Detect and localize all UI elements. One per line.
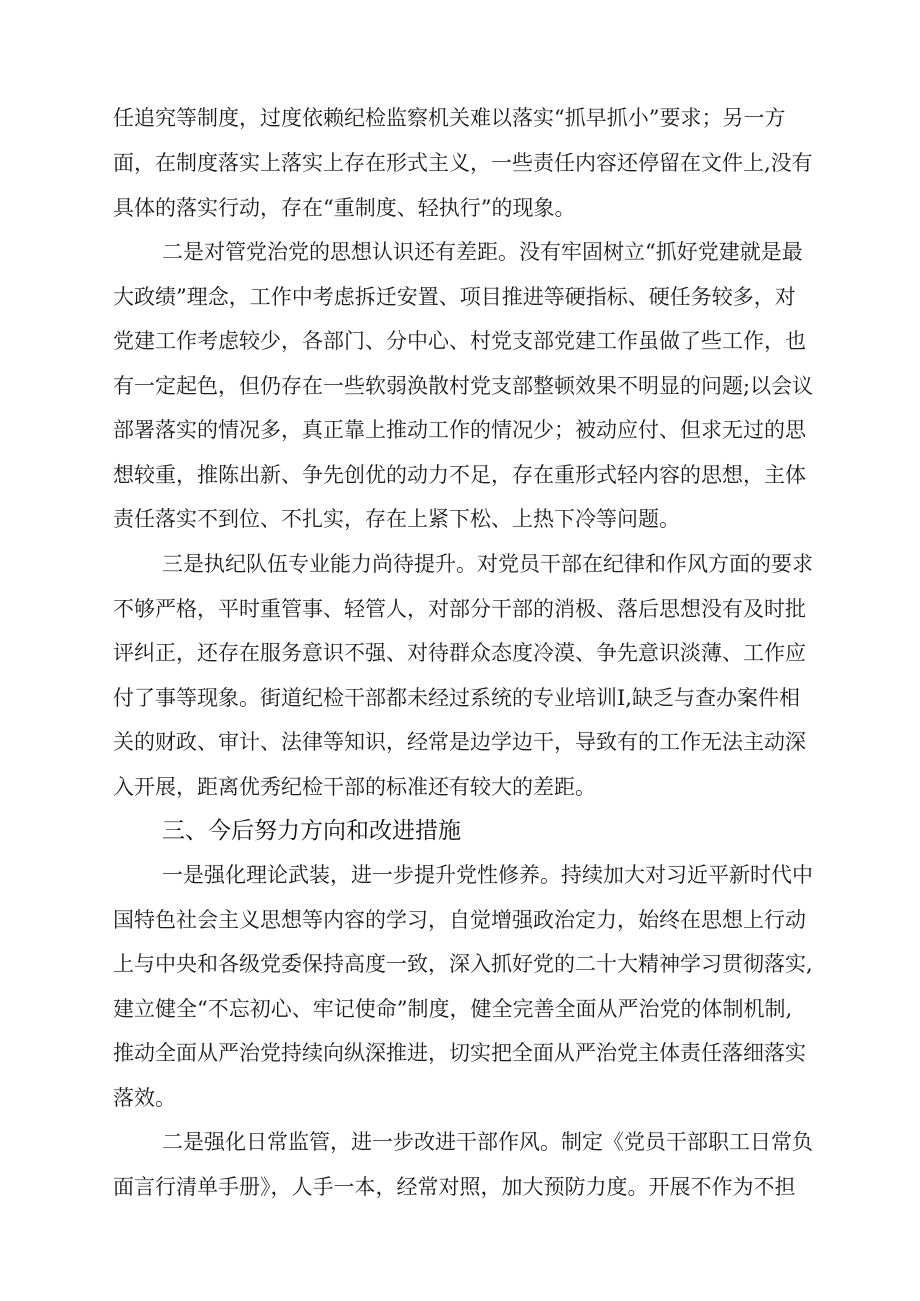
paragraph-5-line-2: 面言行清单手册》，人手一本，经常对照，加大预防力度。开展不作为不担 xyxy=(113,1175,796,1199)
paragraph-1-line-1: 任追究等制度，过度依赖纪检监察机关难以落实“抓早抓小”要求；另一方 xyxy=(113,106,786,130)
paragraph-4-line-2: 国特色社会主义思想等内容的学习，自觉增强政治定力，始终在思想上行动 xyxy=(113,908,806,932)
paragraph-3-line-4: 付了事等现象。街道纪检干部都未经过系统的专业培训I,缺乏与查办案件相 xyxy=(113,686,800,710)
paragraph-3-line-2: 不够严格，平时重管事、轻管人，对部分干部的消极、落后思想没有及时批 xyxy=(113,597,806,621)
paragraph-1-line-3: 具体的落实行动，存在“重制度、轻执行”的现象。 xyxy=(113,196,576,220)
section-heading: 三、今后努力方向和改进措施 xyxy=(162,818,461,844)
paragraph-3-line-3: 评纠正，还存在服务意识不强、对待群众态度冷漠、争先意识淡薄、工作应 xyxy=(113,641,806,665)
paragraph-2-line-6: 想较重，推陈出新、争先创优的动力不足，存在重形式轻内容的思想，主体 xyxy=(113,463,806,487)
paragraph-2-line-3: 党建工作考虑较少，各部门、分中心、村党支部党建工作虽做了些工作，也 xyxy=(113,329,806,353)
paragraph-2-line-5: 部署落实的情况多，真正靠上推动工作的情况少；被动应付、但求无过的思 xyxy=(113,418,806,442)
paragraph-4-line-1: 一是强化理论武装，进一步提升党性修养。持续加大对习近平新时代中 xyxy=(162,863,813,887)
paragraph-5-line-1: 二是强化日常监管，进一步改进干部作风。制定《党员干部职工日常负 xyxy=(162,1130,813,1154)
paragraph-3-line-6: 入开展，距离优秀纪检干部的标准还有较大的差距。 xyxy=(113,775,596,799)
paragraph-3-line-5: 关的财政、审计、法律等知识，经常是边学边干，导致有的工作无法主动深 xyxy=(113,730,806,754)
paragraph-3-line-1: 三是执纪队伍专业能力尚待提升。对党员干部在纪律和作风方面的要求 xyxy=(162,552,813,576)
paragraph-1-line-2: 面，在制度落实上落实上存在形式主义，一些责任内容还停留在文件上,没有 xyxy=(113,151,813,175)
paragraph-4-line-6: 落效。 xyxy=(113,1086,176,1110)
paragraph-4-line-3: 上与中央和各级党委保持高度一致，深入抓好党的二十大精神学习贯彻落实, xyxy=(113,952,813,976)
paragraph-2-line-1: 二是对管党治党的思想认识还有差距。没有牢固树立“抓好党建就是最 xyxy=(162,240,803,264)
paragraph-2-line-7: 责任落实不到位、不扎实，存在上紧下松、上热下冷等问题。 xyxy=(113,507,680,531)
paragraph-2-line-4: 有一定起色，但仍存在一些软弱涣散村党支部整顿效果不明显的问题;以会议 xyxy=(113,374,814,398)
paragraph-4-line-4: 建立健全“不忘初心、牢记使命”制度，健全完善全面从严治党的体制机制, xyxy=(113,997,793,1021)
paragraph-2-line-2: 大政绩”理念，工作中考虑拆迁安置、项目推进等硬指标、硬任务较多，对 xyxy=(113,285,796,309)
paragraph-4-line-5: 推动全面从严治党持续向纵深推进，切实把全面从严治党主体责任落细落实 xyxy=(113,1041,806,1065)
